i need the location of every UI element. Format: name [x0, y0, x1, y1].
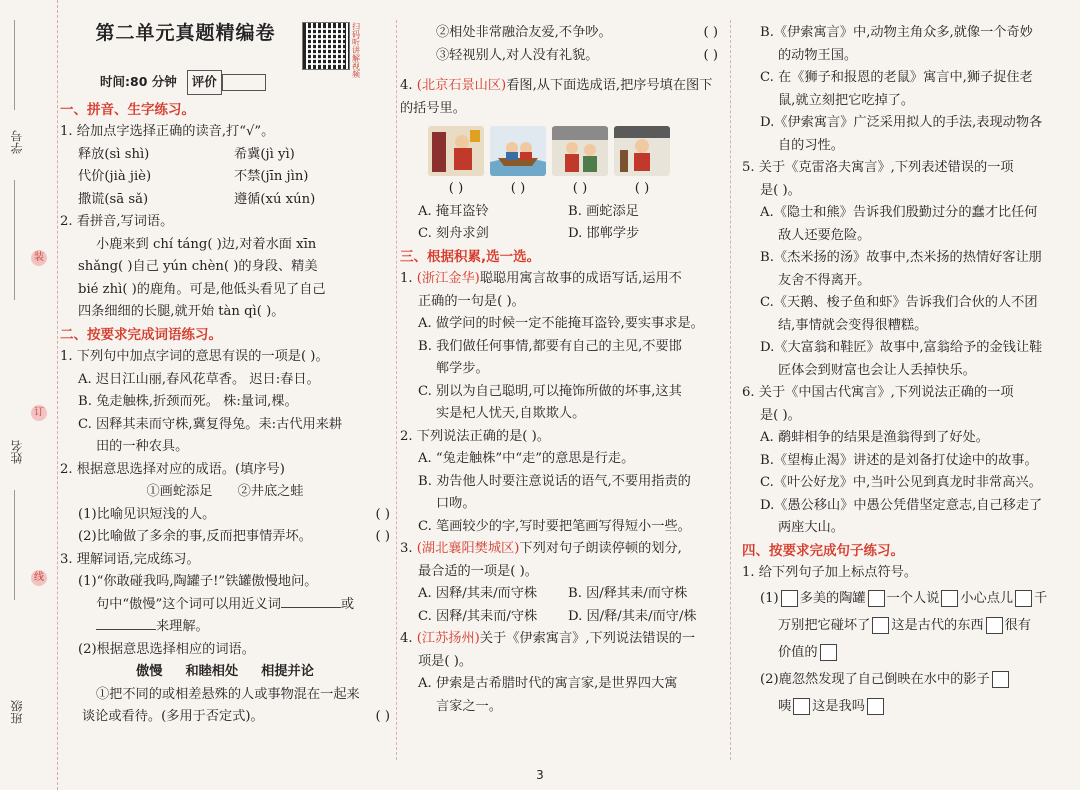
option-cont: 结,事情就会变得很糟糕。 [778, 317, 928, 333]
idiom-item [60, 504, 390, 527]
time-label: 时间:80 分钟 [100, 74, 177, 89]
s4-q1: 1. 给下列句子加上标点符号。 [742, 565, 918, 580]
option-cont: 郸学步。 [436, 361, 489, 376]
option-row [400, 201, 718, 224]
option[interactable]: B. 兔走触株,折颈而死。 株:量词,棵。 [78, 394, 298, 409]
option[interactable]: C.《叶公好龙》中,当叶公见到真龙时非常高兴。 [760, 475, 1042, 490]
option[interactable]: A. 鹬蚌相争的结果是渔翁得到了好处。 [760, 430, 989, 445]
pinyin-item[interactable]: 不禁(jīn jìn) [234, 169, 309, 184]
section-3-title: 三、根据积累,选一选。 [400, 248, 541, 265]
pinyin-item[interactable]: 释放(sì shì) [78, 146, 150, 162]
text: ③轻视别人,对人没有礼貌。 [436, 47, 599, 63]
text: 谈论或看待。(多用于否定式)。 [82, 709, 264, 724]
page-title: 第二单元真题精编卷 [95, 22, 276, 44]
option[interactable]: C. 笔画较少的字,写时要把笔画写得短小一些。 [418, 518, 691, 534]
text: (1) [760, 590, 779, 606]
text: 这是古代的东西 [891, 617, 984, 633]
option[interactable]: B.《伊索寓言》中,动物主角众多,就像一个奇妙 [760, 25, 1033, 40]
pinyin-item[interactable]: 遵循(xú xún) [234, 191, 316, 207]
s3-q5: 5. 关于《克雷洛夫寓言》,下列表述错误的一项 [742, 160, 1014, 175]
option[interactable]: A.《隐士和熊》告诉我们殷勤过分的蠢才比任何 [760, 205, 1038, 220]
option[interactable]: B.《望梅止渴》讲述的是刘备打仗途中的故事。 [760, 452, 1038, 468]
punctuation-line [742, 639, 1062, 666]
punctuation-line [742, 693, 1062, 720]
option[interactable]: A. 掩耳盗铃 [418, 203, 489, 219]
word-choice: 相提并论 [261, 664, 314, 679]
option[interactable]: C. 因释其耒而守株,冀复得兔。耒:古代用来耕 [78, 416, 343, 432]
option[interactable]: B. 画蛇添足 [568, 203, 639, 219]
s1-q1: 1. 给加点字选择正确的读音,打“√”。 [60, 124, 275, 139]
binding-line [14, 180, 15, 300]
pinyin-row [60, 189, 390, 212]
answer-blank[interactable] [96, 629, 156, 630]
qr-caption: 扫码听讲解视频 [351, 22, 361, 78]
column-3 [742, 22, 1062, 720]
answer-paren[interactable]: ( ) [375, 529, 390, 544]
text: 聪聪用寓言故事的成语写话,运用不 [479, 271, 682, 286]
answer-paren[interactable]: ( ) [375, 506, 390, 522]
s3-q3b: 最合适的一项是( )。 [418, 563, 538, 579]
text: 这是我吗 [812, 698, 865, 714]
text: 千 [1034, 590, 1048, 606]
s2-q3-1b [60, 594, 390, 617]
punctuation-line [742, 585, 1062, 612]
source-tag: (浙江金华) [416, 271, 480, 286]
text: 一个人说 [886, 590, 940, 606]
punctuation-box[interactable] [793, 698, 810, 715]
source-tag: (江苏扬州) [416, 631, 480, 646]
binding-seal: 线 [31, 570, 47, 586]
section-1-title: 一、拼音、生字练习。 [60, 101, 195, 118]
s2-q3-1d [60, 616, 390, 639]
column-1 [60, 22, 390, 729]
text: 下列对句子朗读停顿的划分, [519, 541, 682, 556]
picture-2-icon [490, 126, 546, 176]
s2-q3: 3. 理解词语,完成练习。 [60, 551, 200, 567]
binding-seal: 装 [31, 250, 47, 266]
option-row [400, 223, 718, 246]
section-4-title: 四、按要求完成句子练习。 [742, 542, 904, 559]
pinyin-item[interactable]: 希冀(jì yì) [234, 146, 295, 162]
answer-paren[interactable]: ( ) [375, 709, 390, 724]
option-cont: 田的一种农具。 [96, 439, 189, 454]
pinyin-item[interactable]: 撒谎(sā sǎ) [78, 191, 149, 207]
answer-paren[interactable]: ( ) [634, 181, 650, 196]
pinyin-row [60, 166, 390, 189]
option-cont: 自的习性。 [778, 137, 844, 153]
text: 或 [340, 596, 355, 612]
s2-q1: 1. 下列句中加点字词的意思有误的一项是( )。 [60, 349, 329, 364]
punctuation-box[interactable] [867, 698, 884, 715]
section-2-title: 二、按要求完成词语练习。 [60, 326, 222, 343]
option[interactable]: C.《天鹅、梭子鱼和虾》告诉我们合伙的人不团 [760, 295, 1038, 310]
answer-paren[interactable]: ( ) [703, 47, 718, 63]
punctuation-box[interactable] [1015, 590, 1032, 607]
option[interactable]: A. “兔走触株”中“走”的意思是行走。 [418, 451, 635, 466]
picture-row [428, 126, 718, 176]
option[interactable]: C. 别以为自己聪明,可以掩饰所做的坏事,这其 [418, 383, 682, 399]
idiom-choice: ①画蛇添足 [146, 484, 213, 499]
idiom-choices [60, 481, 390, 504]
idiom-item-text: (2)比喻做了多余的事,反而把事情弄坏。 [78, 529, 312, 544]
idiom-choice: ②井底之蛙 [237, 484, 304, 499]
option[interactable]: B. 我们做任何事情,都要有自己的主见,不要邯 [418, 338, 682, 354]
option[interactable]: A. 因释/其耒/而守株 [418, 586, 538, 601]
option-cont: 实是杞人忧天,自欺欺人。 [436, 406, 586, 421]
binding-line [14, 20, 15, 110]
answer-paren[interactable]: ( ) [510, 181, 526, 196]
picture-4-icon [614, 126, 670, 176]
picture-3-icon [552, 126, 608, 176]
option-cont: 匠体会到财富也会让人丢掉快乐。 [778, 362, 976, 378]
text: 价值的 [778, 644, 818, 660]
punctuation-box[interactable] [781, 590, 798, 607]
column-divider [396, 20, 397, 760]
text: 很有 [1004, 617, 1031, 633]
pinyin-row [60, 144, 390, 167]
s2-q2: 2. 根据意思选择对应的成语。(填序号) [60, 461, 285, 477]
source-tag: (湖北襄阳樊城区) [416, 541, 520, 556]
s3-q1: 1. (浙江金华)聪聪用寓言故事的成语写话,运用不 [400, 271, 682, 286]
option[interactable]: A. 迟日江山丽,春风花草香。 迟日:春日。 [78, 371, 320, 387]
text: 小心点儿 [960, 590, 1014, 606]
s3-q4b: 项是( )。 [418, 653, 473, 669]
punctuation-box[interactable] [986, 617, 1003, 634]
option[interactable]: B. 因/释其耒/而守株 [568, 586, 688, 601]
text: 咦 [778, 698, 792, 714]
answer-blank[interactable] [281, 607, 341, 608]
option[interactable]: A. 伊索是古希腊时代的寓言家,是世界四大寓 [418, 676, 678, 691]
s3-q5b: 是( )。 [760, 182, 801, 198]
s2-q3-2-item [400, 45, 718, 68]
idiom-item [60, 526, 390, 549]
option-cont: 敌人还要危险。 [778, 227, 871, 243]
s3-q1b: 正确的一句是( )。 [418, 293, 525, 309]
student-id-label: 学号 [10, 130, 24, 154]
option[interactable]: D.《愚公移山》中愚公凭借坚定意志,自己移走了 [760, 497, 1043, 513]
punctuation-box[interactable] [941, 590, 958, 607]
pinyin-item[interactable]: 代价(jià jiè) [78, 169, 152, 184]
word-choice: 傲慢 [136, 664, 163, 679]
punctuation-box[interactable] [992, 671, 1009, 688]
option[interactable]: B. 劝告他人时要注意说话的语气,不要用指责的 [418, 473, 691, 489]
picture-parens [428, 178, 718, 201]
text: 万别把它碰坏了 [778, 617, 871, 633]
option[interactable]: C. 因释/其耒而/守株 [418, 608, 538, 624]
option-cont: 口吻。 [436, 496, 476, 511]
text: 来理解。 [156, 619, 209, 634]
student-name-label: 姓名 [10, 440, 24, 464]
option[interactable]: A. 做学问的时候一定不能掩耳盗铃,要实事求是。 [418, 316, 704, 331]
punctuation-line [742, 666, 1062, 693]
punctuation-box[interactable] [868, 590, 885, 607]
s1-q2-line[interactable]: bié zhì( )的鹿角。可是,他低头看见了自己 [78, 281, 326, 297]
option[interactable]: B.《杰米扬的汤》故事中,杰米扬的热情好客让朋 [760, 250, 1042, 265]
option[interactable]: C. 刻舟求剑 [418, 226, 489, 241]
s3-q3: 3. (湖北襄阳樊城区)下列对句子朗读停顿的划分, [400, 541, 682, 556]
s3-q4: 4. (江苏扬州)关于《伊索寓言》,下列说法错误的一 [400, 631, 696, 646]
s2-q3-2: (2)根据意思选择相应的词语。 [78, 641, 255, 657]
option[interactable]: D.《大富翁和鞋匠》故事中,富翁给予的金钱让鞋 [760, 340, 1043, 355]
text: 关于《伊索寓言》,下列说法错误的一 [479, 631, 696, 646]
binding-line [14, 490, 15, 600]
s2-q3-2-item [60, 706, 390, 729]
s1-q2-line[interactable]: 四条细细的长腿,就开始 tàn qì( )。 [78, 304, 285, 319]
s1-q2-line[interactable]: shǎng( )自己 yún chèn( )的身段、精美 [78, 259, 318, 274]
word-choice: 和睦相处 [185, 664, 239, 679]
s1-q2-line[interactable]: 小鹿来到 chí táng( )边,对着水面 xīn [96, 236, 317, 252]
option-row [400, 606, 718, 629]
s3-q6b: 是( )。 [760, 407, 801, 423]
text: 句中“傲慢”这个词可以用近义词 [96, 596, 281, 612]
s2-q3-2-item: ①把不同的或相差悬殊的人或事物混在一起来 [96, 686, 360, 702]
option-row [400, 583, 718, 606]
eval-label: 评价 [187, 70, 222, 95]
text: 多美的陶罐 [799, 590, 866, 606]
option[interactable]: D.《伊索寓言》广泛采用拟人的手法,表现动物各 [760, 115, 1043, 130]
s3-q6: 6. 关于《中国古代寓言》,下列说法正确的一项 [742, 385, 1014, 400]
option[interactable]: C. 在《狮子和报恩的老鼠》寓言中,狮子捉住老 [760, 70, 1033, 85]
option-cont: 友舍不得离开。 [778, 272, 871, 288]
s2-q3-2-item [400, 22, 718, 45]
s1-q2: 2. 看拼音,写词语。 [60, 214, 174, 229]
picture-1-icon [428, 126, 484, 176]
eval-box[interactable] [222, 74, 266, 91]
answer-paren[interactable]: ( ) [703, 25, 718, 40]
punctuation-line [742, 612, 1062, 639]
s2-q4: 4. (北京石景山区)看图,从下面选成语,把序号填在图下的括号里。 [400, 78, 713, 116]
option[interactable]: D. 邯郸学步 [568, 226, 640, 241]
qr-block [302, 22, 361, 78]
punctuation-box[interactable] [872, 617, 889, 634]
s2-q3-1: (1)“你敢碰我吗,陶罐子!”铁罐傲慢地问。 [78, 574, 318, 589]
source-tag: (北京石景山区) [416, 78, 507, 93]
class-label: 班级 [10, 700, 24, 724]
binding-margin [0, 0, 58, 790]
option[interactable]: D. 因/释/其耒/而守/株 [568, 608, 697, 624]
s3-q2: 2. 下列说法正确的是( )。 [400, 428, 550, 444]
option-cont: 鼠,就立刻把它吃掉了。 [778, 92, 915, 108]
qr-code-icon[interactable] [302, 22, 350, 70]
text: (2)鹿忽然发现了自己倒映在水中的影子 [760, 671, 990, 687]
column-2 [400, 22, 718, 718]
binding-seal: 订 [31, 405, 47, 421]
text: 看图,从下面选成语,把序号填在图下的括号里。 [400, 78, 713, 116]
word-choices [60, 661, 390, 684]
option-cont: 言家之一。 [436, 698, 502, 714]
column-divider [730, 20, 731, 760]
page-number: 3 [536, 768, 544, 782]
option-cont: 两座大山。 [778, 520, 844, 535]
text: ②相处非常融洽友爱,不争吵。 [436, 25, 612, 40]
answer-paren[interactable]: ( ) [448, 181, 464, 196]
option-cont: 的动物王国。 [778, 47, 858, 63]
answer-paren[interactable]: ( ) [572, 181, 588, 196]
punctuation-box[interactable] [820, 644, 837, 661]
idiom-item-text: (1)比喻见识短浅的人。 [78, 506, 216, 522]
